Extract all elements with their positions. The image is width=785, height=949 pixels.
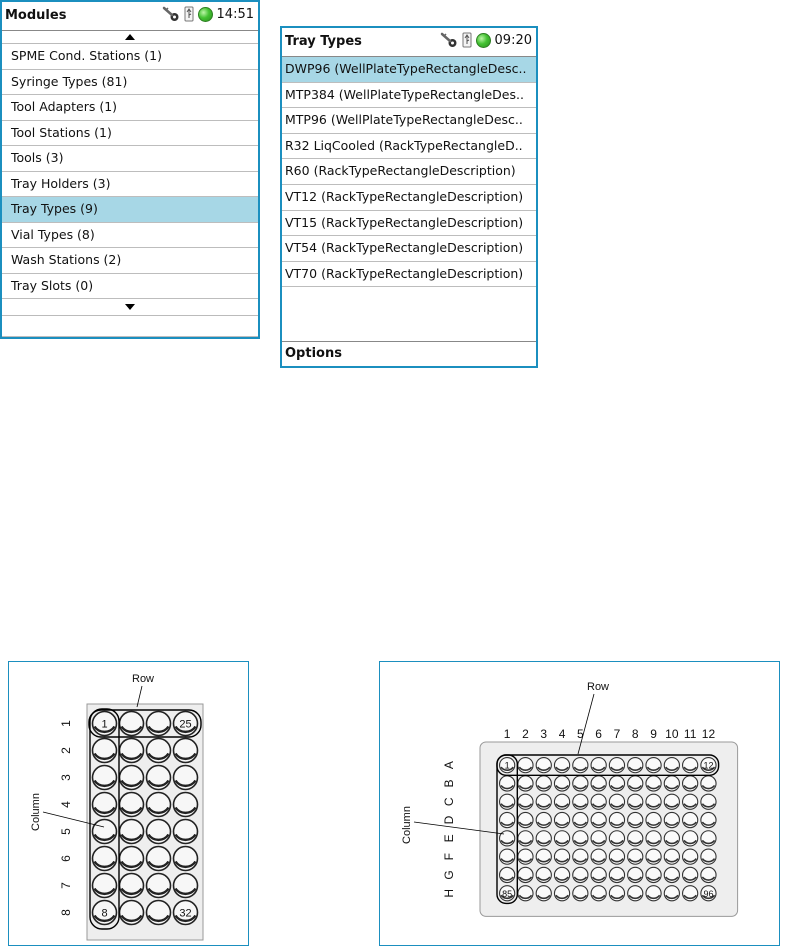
column-number: 7 [613, 727, 621, 741]
modules-list-item[interactable]: SPME Cond. Stations (1) [2, 44, 258, 70]
status-area [162, 6, 254, 22]
tray-types-list [282, 57, 536, 287]
row-number: 2 [59, 747, 74, 754]
column-number: 2 [522, 727, 529, 741]
column-number: 4 [558, 727, 566, 741]
position-label: 85 [502, 888, 513, 899]
tray-type-list-item[interactable]: VT15 (RackTypeRectangleDescription) [282, 211, 536, 237]
column-number: 11 [683, 727, 697, 741]
row-letter: A [442, 761, 457, 770]
modules-list-item[interactable]: Vial Types (8) [2, 223, 258, 249]
well-plate-diagram [379, 661, 780, 946]
status-led-icon [476, 33, 491, 48]
row-letter: C [442, 797, 457, 807]
row-number: 7 [59, 882, 74, 889]
column-label: Column [401, 806, 413, 844]
modules-list-item[interactable]: Tool Adapters (1) [2, 95, 258, 121]
arrow-down-icon [125, 304, 135, 310]
modules-list-item[interactable]: Tray Holders (3) [2, 172, 258, 198]
column-number: 1 [503, 727, 511, 741]
rack-diagram [8, 661, 249, 946]
position-label: 25 [179, 718, 192, 731]
row-letter: F [442, 852, 457, 861]
scroll-up-button[interactable] [2, 31, 258, 44]
tray-type-list-item[interactable]: R32 LiqCooled (RackTypeRectangleD.. [282, 134, 536, 160]
clock: 09:20 [494, 32, 532, 48]
position-label: 32 [179, 907, 192, 920]
tray-types-screen [280, 26, 538, 368]
tray-types-title-bar [282, 28, 536, 57]
modules-list [2, 44, 258, 299]
scroll-down-button[interactable] [2, 299, 258, 316]
column-number: 8 [631, 727, 639, 741]
position-label: 1 [101, 718, 108, 731]
key-icon [440, 32, 458, 48]
row-label: Row [587, 681, 610, 693]
status-led-icon [198, 7, 213, 22]
rack-drawing [9, 662, 248, 945]
column-number: 10 [665, 727, 679, 741]
tray-type-list-item[interactable]: R60 (RackTypeRectangleDescription) [282, 159, 536, 185]
row-number: 1 [59, 720, 74, 727]
well-plate-drawing [380, 662, 779, 945]
position-label: 8 [101, 907, 108, 920]
column-number: 6 [595, 727, 602, 741]
row-letter: G [442, 870, 457, 880]
modules-list-item[interactable]: Tray Slots (0) [2, 274, 258, 300]
column-number: 3 [540, 727, 548, 741]
tray-types-title: Tray Types [285, 34, 362, 49]
tray-type-list-item[interactable]: VT54 (RackTypeRectangleDescription) [282, 236, 536, 262]
modules-list-item[interactable]: Tray Types (9) [2, 197, 258, 223]
modules-list-item[interactable]: Tools (3) [2, 146, 258, 172]
row-number: 4 [59, 801, 74, 808]
modules-list-item[interactable]: Tool Stations (1) [2, 121, 258, 147]
column-number: 9 [650, 727, 657, 741]
tray-type-list-item[interactable]: MTP96 (WellPlateTypeRectangleDesc.. [282, 108, 536, 134]
key-icon [162, 6, 180, 22]
modules-list-item[interactable]: Syringe Types (81) [2, 70, 258, 96]
column-label: Column [30, 793, 42, 831]
modules-list-item[interactable]: Wash Stations (2) [2, 248, 258, 274]
modules-title-bar [2, 2, 258, 31]
arrow-up-icon [125, 34, 135, 40]
tray-type-list-item[interactable]: MTP384 (WellPlateTypeRectangleDes.. [282, 83, 536, 109]
modules-screen [0, 0, 260, 339]
usb-icon [462, 32, 472, 48]
row-number: 3 [59, 774, 74, 781]
row-letter: D [442, 815, 457, 825]
row-number: 8 [59, 909, 74, 916]
tray-type-list-item[interactable]: VT70 (RackTypeRectangleDescription) [282, 262, 536, 288]
clock: 14:51 [216, 6, 254, 22]
row-letter: B [442, 779, 457, 788]
status-area [440, 32, 532, 48]
position-label: 1 [504, 760, 510, 771]
row-letter: E [442, 834, 457, 843]
row-number: 6 [59, 855, 74, 862]
column-number: 12 [701, 727, 716, 741]
position-label: 96 [703, 888, 714, 899]
row-letter: H [442, 888, 457, 898]
options-button[interactable]: Options [282, 341, 536, 366]
list-filler [2, 316, 258, 337]
row-label: Row [132, 673, 155, 685]
position-label: 12 [703, 760, 714, 771]
usb-icon [184, 6, 194, 22]
tray-type-list-item[interactable]: DWP96 (WellPlateTypeRectangleDesc.. [282, 57, 536, 83]
modules-title: Modules [5, 8, 67, 23]
column-number: 5 [577, 727, 584, 741]
row-number: 5 [59, 828, 74, 835]
tray-type-list-item[interactable]: VT12 (RackTypeRectangleDescription) [282, 185, 536, 211]
